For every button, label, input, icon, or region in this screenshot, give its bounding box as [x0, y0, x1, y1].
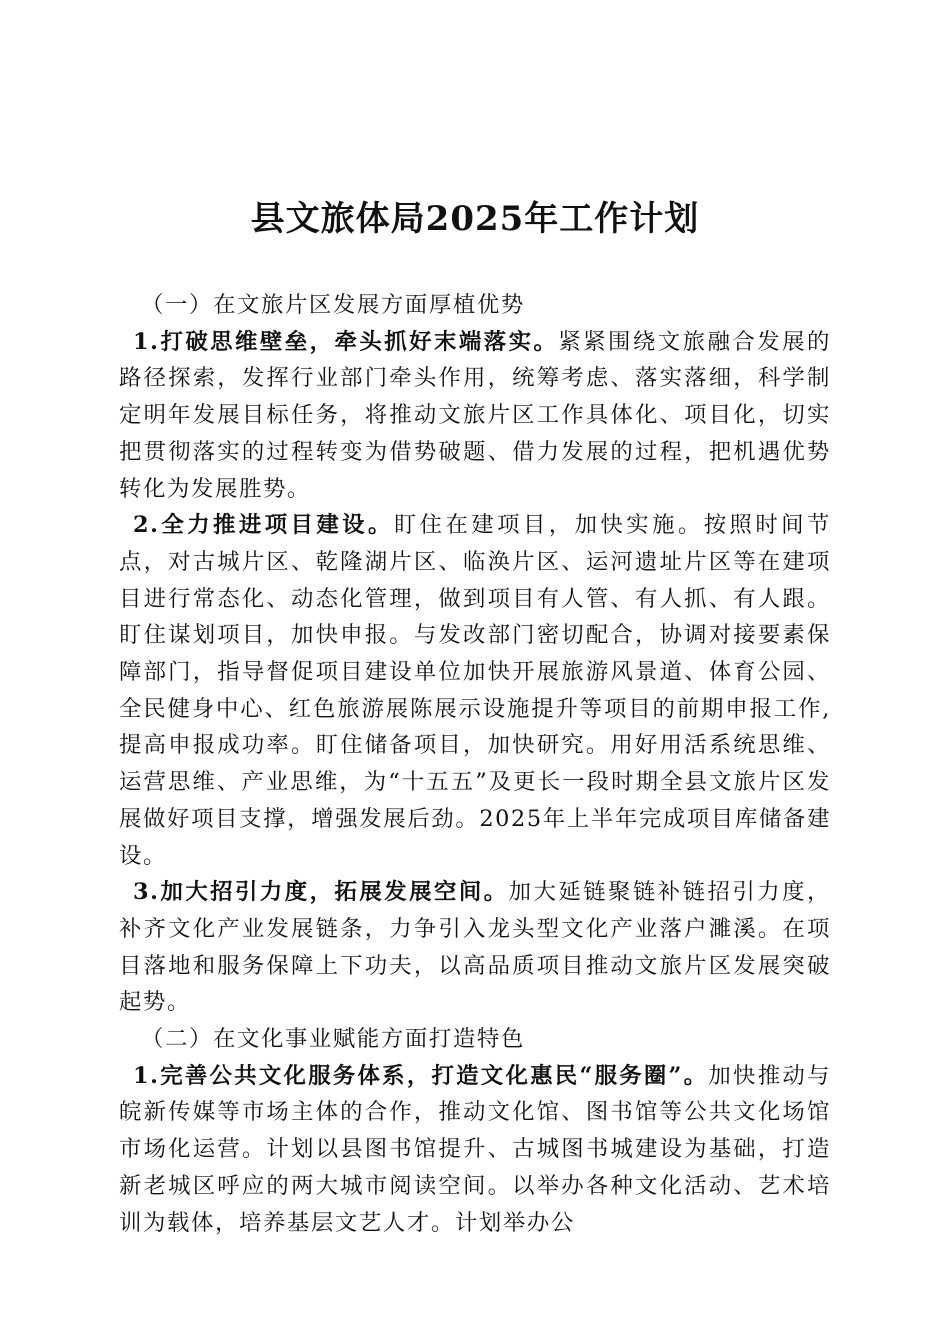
- section-heading-2: （二）在文化事业赋能方面打造特色: [141, 1026, 525, 1053]
- paragraph-1-2: [119, 507, 831, 874]
- section-heading-1: （一）在文旅片区发展方面厚植优势: [141, 292, 525, 318]
- paragraph-text: 加大延链聚链补链招引力度，补齐文化产业发展链条，力争引入龙头型文化产业落户濉溪。在项目落地和服务保障上下功夫，以高品质项目推动文旅片区发展突破起势。: [119, 879, 831, 1016]
- paragraph-lead: 2.全力推进项目建设。: [133, 512, 394, 539]
- paragraph-lead: 1.完善公共文化服务体系，打造文化惠民“服务圈”。: [133, 1062, 709, 1089]
- paragraph-text: 盯住在建项目，加快实施。按照时间节点，对古城片区、乾隆湖片区、临涣片区、运河遗址片区等在建项目进行常态化、动态化管理，做到项目有人管、有人抓、有人跟。盯住谋划项目，加快申报。与发改部门密切配合，协调对接要素保障部门，指导督促项目建设单位加快开展旅游风景道、体育公园、全民健身中心、红色旅游展陈展示设施提升等项目的前期申报工作,提高申报成功率。盯住储备项目，加快研究。用好用活系统思维、运营思维、产业思维，为“十五五”及更长一段时期全县文旅片区发展做好项目支撑，增强发展后劲。2025年上半年完成项目库储备建设。: [119, 512, 831, 869]
- paragraph-lead: 1.打破思维壁垒，牵头抓好末端落实。: [133, 328, 559, 355]
- document-body: [119, 287, 831, 1241]
- document-title: 县文旅体局2025年工作计划: [250, 199, 700, 239]
- paragraph-text: 加快推动与皖新传媒等市场主体的合作，推动文化馆、图书馆等公共文化场馆市场化运营。计划以县图书馆提升、古城图书城建设为基础，打造新老城区呼应的两大城市阅读空间。以举办各种文化活动、艺术培训为载体，培养基层文艺人才。计划举办公: [119, 1062, 831, 1236]
- paragraph-2-1: [119, 1058, 831, 1242]
- paragraph-1-3: [119, 874, 831, 1021]
- paragraph-lead: 3.加大招引力度，拓展发展空间。: [133, 879, 509, 906]
- paragraph-text: 紧紧围绕文旅融合发展的路径探索，发挥行业部门牵头作用，统筹考虑、落实落细，科学制定明年发展目标任务，将推动文旅片区工作具体化、项目化，切实把贯彻落实的过程转变为借势破题、借力发展的过程，把机遇优势转化为发展胜势。: [119, 328, 831, 502]
- paragraph-1-1: [119, 324, 831, 508]
